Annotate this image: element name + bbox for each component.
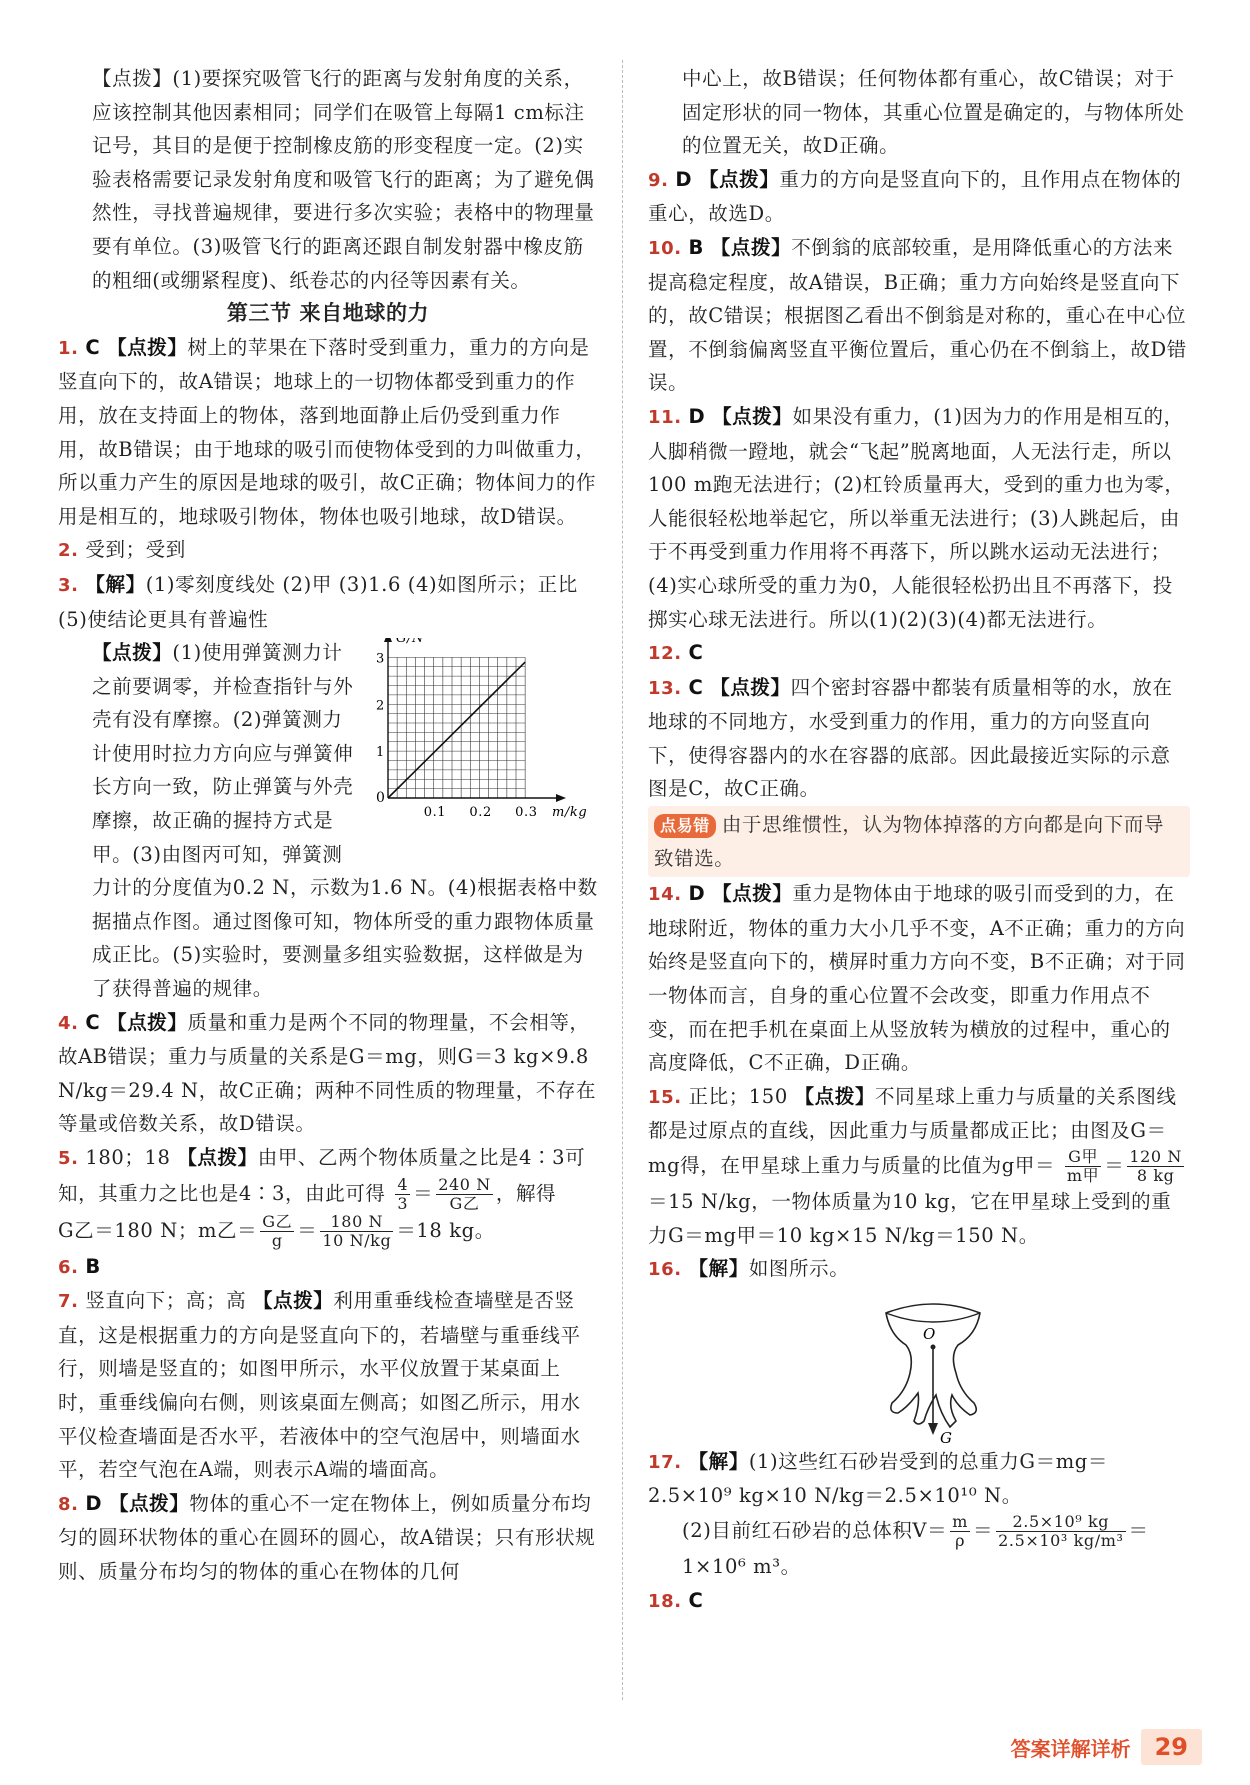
q14-number: 14. bbox=[648, 884, 682, 906]
q3-tip-text: (1)使用弹簧测力计之前要调零，并检查指针与外壳有没有摩擦。(2)弹簧测力计使用时拉力方向应与弹簧伸长方向一致，防止弹簧与外壳摩擦，故正确的握持方式是甲。(3)由图丙可知，弹簧测力计的分度值为0.2 N，示数为1.6 N。(4)根据表格中数据描点作图。通过图像可知，物体所受的重力跟物体质量成正比。(5)实验时，要测量多组实验数据，这样做是为了获得普遍的规律。 bbox=[92, 641, 598, 1001]
q17-equals: ＝ bbox=[973, 1518, 994, 1542]
answer-12 bbox=[648, 636, 1190, 671]
q15-text-b: ＝15 N/kg，一物体质量为10 kg，它在甲星球上受到的重力G＝mg甲＝10 kg×15 N/kg＝150 N。 bbox=[648, 1190, 1172, 1247]
q15-fraction-2 bbox=[1127, 1148, 1184, 1185]
error-prone-label: 点易错 bbox=[654, 814, 716, 838]
q16-tag: 【解】 bbox=[688, 1257, 749, 1281]
q3-tip-tag: 【点拨】 bbox=[92, 641, 173, 665]
q7-answer: 竖直向下；高；高 bbox=[85, 1289, 247, 1313]
x-axis-arrow bbox=[556, 794, 566, 802]
answer-8 bbox=[58, 1487, 598, 1589]
q17-f2-numerator: 2.5×10⁹ kg bbox=[996, 1513, 1125, 1532]
q17-number: 17. bbox=[648, 1451, 682, 1473]
q11-number: 11. bbox=[648, 406, 682, 428]
page-number: 29 bbox=[1141, 1729, 1202, 1765]
answer-17-part-2 bbox=[648, 1513, 1190, 1584]
q5-text-c: G乙＝180 N；m乙＝ bbox=[58, 1218, 258, 1242]
y-axis-label: G/N bbox=[396, 638, 424, 647]
q5-text-d: ＝18 kg。 bbox=[396, 1218, 495, 1242]
tumbler-gravity-figure bbox=[878, 1295, 988, 1445]
q4-text: 质量和重力是两个不同的物理量，不会相等，故AB错误；重力与质量的关系是G＝mg，则G＝3 kg×9.8 N/kg＝29.4 N，故C正确；两种不同性质的物理量，不存在等量或倍数关系，故D错误。 bbox=[58, 1010, 597, 1136]
answer-14 bbox=[648, 877, 1190, 1080]
x-axis-label: m/kg bbox=[552, 805, 588, 821]
q8-answer: D bbox=[85, 1491, 103, 1515]
intro-paragraph: 【点拨】(1)要探究吸管飞行的距离与发射角度的关系，应该控制其他因素相同；同学们在吸管上每隔1 cm标注记号，其目的是便于控制橡皮筋的形变程度一定。(2)实验表格需要记录发射角度和吸管飞行的距离；为了避免偶然性，寻找普遍规律，要进行多次实验；表格中的物理量要有单位。(3)吸管飞行的距离还跟自制发射器中橡皮筋的粗细(或绷紧程度)、纸卷芯的内径等因素有关。 bbox=[92, 67, 595, 292]
q8-tag: 【点拨】 bbox=[108, 1491, 190, 1515]
column-divider bbox=[622, 60, 623, 1700]
q18-answer: C bbox=[688, 1588, 704, 1612]
q15-f1-numerator: G甲 bbox=[1065, 1148, 1101, 1167]
q9-tag: 【点拨】 bbox=[698, 167, 780, 191]
q4-tag: 【点拨】 bbox=[107, 1010, 188, 1034]
q15-equals: ＝ bbox=[1104, 1154, 1125, 1177]
q3-text: (1)零刻度线处 (2)甲 (3)1.6 (4)如图所示；正比 (5)使结论更具有普遍性 bbox=[58, 572, 578, 631]
q17-tag: 【解】 bbox=[688, 1449, 749, 1473]
q13-tag: 【点拨】 bbox=[710, 675, 791, 699]
q10-number: 10. bbox=[648, 237, 682, 259]
answer-9 bbox=[648, 163, 1190, 231]
q15-tag: 【点拨】 bbox=[794, 1084, 876, 1108]
gravity-arrow-head bbox=[928, 1423, 938, 1435]
answer-15 bbox=[648, 1080, 1190, 1252]
answer-7 bbox=[58, 1284, 598, 1487]
q5-fraction-2 bbox=[436, 1176, 493, 1213]
tumbler-top-edge bbox=[886, 1313, 980, 1322]
q3-tag: 【解】 bbox=[85, 572, 146, 596]
gm-chart bbox=[368, 638, 598, 838]
answer-5 bbox=[58, 1141, 598, 1250]
q17-fraction-1 bbox=[950, 1513, 970, 1550]
q1-number: 1. bbox=[58, 337, 79, 359]
q7-tag: 【点拨】 bbox=[253, 1289, 334, 1313]
q1-tag: 【点拨】 bbox=[107, 335, 188, 359]
q5-f4-numerator: 180 N bbox=[320, 1213, 393, 1232]
q9-text: 重力的方向是竖直向下的，且作用点在物体的重心，故选D。 bbox=[648, 167, 1182, 226]
answer-6 bbox=[58, 1250, 598, 1285]
q1-text: 树上的苹果在下落时受到重力，重力的方向是竖直向下的，故A错误；地球上的一切物体都受到重力的作用，放在支持面上的物体，落到地面静止后仍受到重力作用，故B错误；由于地球的吸引而使物体受到的力叫做重力，所以重力产生的原因是地球的吸引，故C正确；物体间力的作用是相互的，地球吸引物体，物体也吸引地球，故D错误。 bbox=[58, 335, 597, 528]
q13-number: 13. bbox=[648, 677, 682, 699]
footer-label: 答案详解详析 bbox=[1010, 1736, 1131, 1761]
q17-f1-denominator: ρ bbox=[955, 1530, 966, 1550]
q5-f2-denominator: G乙 bbox=[449, 1193, 480, 1213]
error-prone-text: 由于思维惯性，认为物体掉落的方向都是向下而导致错选。 bbox=[654, 813, 1165, 870]
x-tick-label: 0.3 bbox=[515, 805, 538, 821]
q5-tag: 【点拨】 bbox=[177, 1146, 258, 1169]
answer-17 bbox=[648, 1445, 1190, 1513]
q16-number: 16. bbox=[648, 1259, 682, 1281]
q5-equals-2: ＝ bbox=[297, 1218, 318, 1242]
q15-fraction-1 bbox=[1065, 1148, 1101, 1185]
label-o: O bbox=[923, 1324, 936, 1343]
q11-answer: D bbox=[688, 404, 706, 428]
q10-text: 不倒翁的底部较重，是用降低重心的方法来提高稳定程度，故A错误，B正确；重力方向始终是竖直向下的，故C错误；根据图乙看出不倒翁是对称的，重心在中心位置，不倒翁偏离竖直平衡位置后，重心仍在不倒翁上，故D错误。 bbox=[648, 235, 1187, 395]
left-column bbox=[58, 62, 598, 1589]
y-tick-label: 2 bbox=[376, 698, 385, 714]
answer-10 bbox=[648, 231, 1190, 400]
q11-tag: 【点拨】 bbox=[712, 404, 793, 428]
q1-answer: C bbox=[85, 335, 101, 359]
q15-number: 15. bbox=[648, 1086, 682, 1108]
q15-f2-numerator: 120 N bbox=[1129, 1147, 1182, 1166]
answer-4 bbox=[58, 1006, 598, 1141]
q5-f1-numerator: 4 bbox=[397, 1174, 409, 1194]
q10-answer: B bbox=[688, 235, 704, 259]
y-axis-arrow bbox=[384, 638, 392, 642]
q15-f1-denominator: m甲 bbox=[1066, 1166, 1100, 1185]
page-footer bbox=[1011, 1727, 1202, 1767]
q5-text-a: 由甲、乙两个物体质量之比是4∶3可知，其重力之比也是4∶3，由此可得 bbox=[58, 1146, 586, 1205]
q5-fraction-4 bbox=[320, 1213, 393, 1250]
answer-2 bbox=[58, 533, 598, 568]
q12-number: 12. bbox=[648, 643, 682, 665]
q17-f2-denominator: 2.5×10³ kg/m³ bbox=[998, 1530, 1124, 1550]
q15-text-a: 不同星球上重力与质量的关系图线都是过原点的直线，因此重力与质量都成正比；由图及G＝mg得，在甲星球上重力与质量的比值为g甲＝ bbox=[648, 1084, 1177, 1177]
answer-18 bbox=[648, 1584, 1190, 1619]
origin-label: 0 bbox=[376, 790, 386, 807]
q17-text-a: (1)这些红石砂岩受到的总重力G＝mg＝2.5×10⁹ kg×10 N/kg＝2.5×10¹⁰ N。 bbox=[648, 1449, 1108, 1508]
q9-answer: D bbox=[675, 167, 693, 191]
q12-answer: C bbox=[688, 641, 704, 665]
q9-number: 9. bbox=[648, 169, 669, 191]
x-tick-label: 0.2 bbox=[469, 805, 492, 821]
y-tick-label: 3 bbox=[376, 651, 385, 667]
q15-answer: 正比；150 bbox=[688, 1084, 788, 1108]
q5-f2-numerator: 240 N bbox=[438, 1174, 491, 1194]
q8-continued: 中心上，故B错误；任何物体都有重心，故C错误；对于固定形状的同一物体，其重心位置是确定的，与物体所处的位置无关，故D正确。 bbox=[682, 67, 1185, 158]
q13-answer: C bbox=[688, 675, 704, 699]
q16-text: 如图所示。 bbox=[748, 1257, 850, 1281]
q2-number: 2. bbox=[58, 540, 79, 562]
q5-text-b: ，解得 bbox=[495, 1181, 557, 1205]
q4-answer: C bbox=[85, 1010, 101, 1034]
q15-f2-denominator: 8 kg bbox=[1136, 1166, 1175, 1185]
q3-tip-block bbox=[58, 636, 598, 1006]
q17-text-b: (2)目前红石砂岩的总体积V＝ bbox=[682, 1518, 948, 1542]
q2-text: 受到；受到 bbox=[85, 538, 186, 562]
series-line-g-m bbox=[388, 662, 525, 798]
right-column bbox=[648, 62, 1190, 1618]
q11-text: 如果没有重力，(1)因为力的作用是相互的，人脚稍微一蹬地，就会“飞起”脱离地面，人无法行走，所以100 m跑无法进行；(2)杠铃质量再大，受到的重力也为零，人能很轻松地举起它，所以举重无法进行；(3)人跳起后，由于不再受到重力作用将不再落下，所以跳水运动无法进行；(4)实心球所受的重力为0，人能很轻松扔出且不再落下，投掷实心球无法进行。所以(1)(2)(3)(4)都无法进行。 bbox=[648, 404, 1185, 631]
q5-answer: 180；18 bbox=[85, 1146, 171, 1169]
q5-f1-denominator: 3 bbox=[397, 1193, 409, 1213]
q5-fraction-3 bbox=[260, 1213, 294, 1250]
q6-number: 6. bbox=[58, 1256, 79, 1278]
q14-tag: 【点拨】 bbox=[712, 882, 793, 906]
section-title: 第三节 来自地球的力 bbox=[226, 301, 430, 326]
q8-number: 8. bbox=[58, 1493, 79, 1515]
q17-text-d: 1×10⁶ m³。 bbox=[682, 1554, 801, 1578]
x-tick-label: 0.1 bbox=[423, 805, 447, 821]
q6-answer: B bbox=[85, 1254, 101, 1278]
q14-answer: D bbox=[688, 882, 706, 906]
error-prone-note bbox=[648, 806, 1190, 877]
answer-13 bbox=[648, 671, 1190, 806]
gm-chart-svg bbox=[368, 638, 598, 838]
answer-11 bbox=[648, 400, 1190, 636]
q17-text-c: ＝ bbox=[1128, 1518, 1149, 1542]
q7-number: 7. bbox=[58, 1291, 79, 1313]
q5-f4-denominator: 10 N/kg bbox=[322, 1230, 392, 1250]
q10-tag: 【点拨】 bbox=[710, 235, 792, 259]
q5-fraction-1 bbox=[395, 1176, 410, 1213]
q7-text: 利用重垂线检查墙壁是否竖直，这是根据重力的方向是竖直向下的，若墙壁与重垂线平行，则墙是竖直的；如图甲所示，水平仪放置于某桌面上时，重垂线偏向右侧，则该桌面左侧高；如图乙所示，用水平仪检查墙面是否水平，若液体中的空气泡居中，则墙面水平，若空气泡在A端，则表示A端的墙面高。 bbox=[58, 1289, 581, 1482]
q13-text: 四个密封容器中都装有质量相等的水，放在地球的不同地方，水受到重力的作用，重力的方向竖直向下，使得容器内的水在容器的底部。因此最接近实际的示意图是C，故C正确。 bbox=[648, 675, 1173, 801]
label-g: G bbox=[940, 1428, 953, 1445]
q17-fraction-2 bbox=[996, 1513, 1125, 1550]
q18-number: 18. bbox=[648, 1590, 682, 1612]
answer-3 bbox=[58, 568, 598, 636]
q5-f3-denominator: g bbox=[271, 1230, 283, 1250]
q5-equals: ＝ bbox=[413, 1181, 434, 1205]
q5-number: 5. bbox=[58, 1148, 79, 1169]
y-tick-label: 1 bbox=[376, 745, 385, 761]
answer-16 bbox=[648, 1252, 1190, 1287]
answer-1 bbox=[58, 331, 598, 534]
q5-f3-numerator: G乙 bbox=[262, 1211, 293, 1231]
q4-number: 4. bbox=[58, 1012, 79, 1034]
q3-number: 3. bbox=[58, 574, 79, 596]
q14-text: 重力是物体由于地球的吸引而受到的力，在地球附近，物体的重力大小几乎不变，A不正确；重力的方向始终是竖直向下的，横屏时重力方向不变，B不正确；对于同一物体而言，自身的重心位置不会改变，即重力作用点不变，而在把手机在桌面上从竖放转为横放的过程中，重心的高度降低，C不正确，D正确。 bbox=[648, 882, 1186, 1075]
q8-text: 物体的重心不一定在物体上，例如质量分布均匀的圆环状物体的重心在圆环的圆心，故A错误；只有形状规则、质量分布均匀的物体的重心在物体的几何 bbox=[58, 1491, 596, 1583]
q17-f1-numerator: m bbox=[952, 1511, 968, 1531]
